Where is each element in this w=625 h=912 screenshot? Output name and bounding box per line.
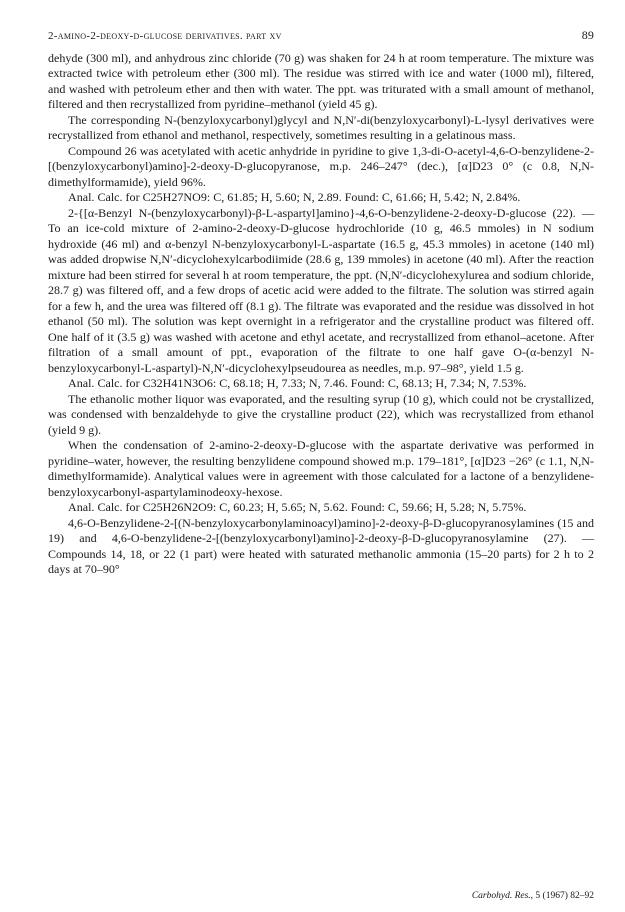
journal-page (48, 0, 594, 912)
paragraph: The corresponding N-(benzyloxycarbonyl)glycyl and N,N′-di(benzyloxycarbonyl)-L-lysyl derivatives were recrystallized from ethanol and methanol, respectively, sometimes resulting in a gelatinous mass. (48, 112, 594, 143)
analysis-paragraph: Anal. Calc. for C25H27NO9: C, 61.85; H, 5.60; N, 2.89. Found: C, 61.66; H, 5.42; N, 2.84%. (68, 190, 521, 205)
page-number: 89 (581, 28, 594, 42)
compound-heading-paragraph: 2-{[α-Benzyl N-(benzyloxycarbonyl)-β-L-aspartyl]amino}-4,6-O-benzylidene-2-deoxy-D-glucose (22). — To an ice-cold mixture of 2-amino-2-deoxy-D-glucose hydrochloride (10 g, 46.5 mmoles) in N sodium hydroxide (46 ml) and α-benzyl N-benzyloxycarbonyl-L-aspartate (16.5 g, 45.3 mmoles) in acetone (140 ml) was added dropwise N,N′-dicyclohexylcarbodiimide (28.6 g, 139 mmoles) in acetone (40 ml). After the reaction mixture had been stirred for several h at room temperature, the ppt. (N,N′-dicyclohexylurea and sodium chloride, 28.7 g) was filtered off, and a few drops of acetic acid were added to the filtrate. The solution was stirred again for a few h, and the urea was filtered off (8.1 g). The filtrate was evaporated and the residue was dissolved in hot ethanol (50 ml). The solution was kept overnight in a refrigerator and the crystalline product was filtered off. One half of it (3.5 g) was washed with acetone and ethyl acetate, and recrystallized from ethanol–acetone. After filtration of a small amount of ppt., evaporation of the filtrate to one half gave O-(α-benzyl N-benzyloxycarbonyl-L-aspartyl)-N,N′-dicyclohexylpseudourea as needles, m.p. 97–98°, yield 1.5 g. (48, 205, 594, 375)
journal-name: Carbohyd. Res., (471, 891, 534, 901)
journal-volume: 5 (535, 891, 541, 901)
body-text (48, 51, 594, 577)
analysis-paragraph: Anal. Calc. for C32H41N3O6: C, 68.18; H, 7.33; N, 7.46. Found: C, 68.13; H, 7.34; N, 7.53%. (68, 376, 527, 391)
paragraph: dehyde (300 ml), and anhydrous zinc chloride (70 g) was shaken for 24 h at room temperature. The mixture was extracted twice with petroleum ether (300 ml). The residue was stirred with ice and water (1000 ml), filtered, and washed with petroleum ether and then with water. The ppt. was triturated with a small amount of methanol, filtered and then recrystallized from pyridine–methanol (yield 45 g). (48, 51, 594, 112)
running-title: 2-amino-2-deoxy-d-glucose derivatives. part xv (48, 30, 282, 42)
analysis-paragraph: Anal. Calc. for C25H26N2O9: C, 60.23; H, 5.65; N, 5.62. Found: C, 59.66; H, 5.28; N, 5.75%. (68, 500, 527, 515)
paragraph: When the condensation of 2-amino-2-deoxy-D-glucose with the aspartate derivative was performed in pyridine–water, however, the resulting benzylidene compound showed m.p. 179–181°, [α]D23 −26° (c 1.1, N,N-dimethylformamide). Analytical values were in agreement with those calculated for a lactone of a benzylidene-benzyloxycarbonyl-aspartylaminodeoxy-hexose. (48, 438, 594, 499)
paragraph: Compound 26 was acetylated with acetic anhydride in pyridine to give 1,3-di-O-acetyl-4,6-O-benzylidene-2-[(benzyloxycarbonyl)amino]-2-deoxy-D-glucopyranose, m.p. 246–247° (dec.), [α]D23 0° (c 0.8, N,N-dimethylformamide), yield 96%. (48, 143, 594, 189)
paragraph: The ethanolic mother liquor was evaporated, and the resulting syrup (10 g), which could not be crystallized, was condensed with benzaldehyde to give the crystalline product (22), which was recrystallized from ethanol (yield 9 g). (48, 391, 594, 437)
running-head (48, 28, 594, 43)
compound-heading-paragraph: 4,6-O-Benzylidene-2-[(N-benzyloxycarbonylaminoacyl)amino]-2-deoxy-β-D-glucopyranosylamines (15 and 19) and 4,6-O-benzylidene-2-[(benzyloxycarbonyl)amino]-2-deoxy-β-D-glucopyranosylamine (27). — Compounds 14, 18, or 22 (1 part) were heated with saturated methanolic ammonia (15–20 parts) for 2 h to 2 days at 70–90° (48, 515, 594, 576)
journal-footer (472, 891, 594, 901)
journal-citation: (1967) 82–92 (542, 891, 594, 901)
